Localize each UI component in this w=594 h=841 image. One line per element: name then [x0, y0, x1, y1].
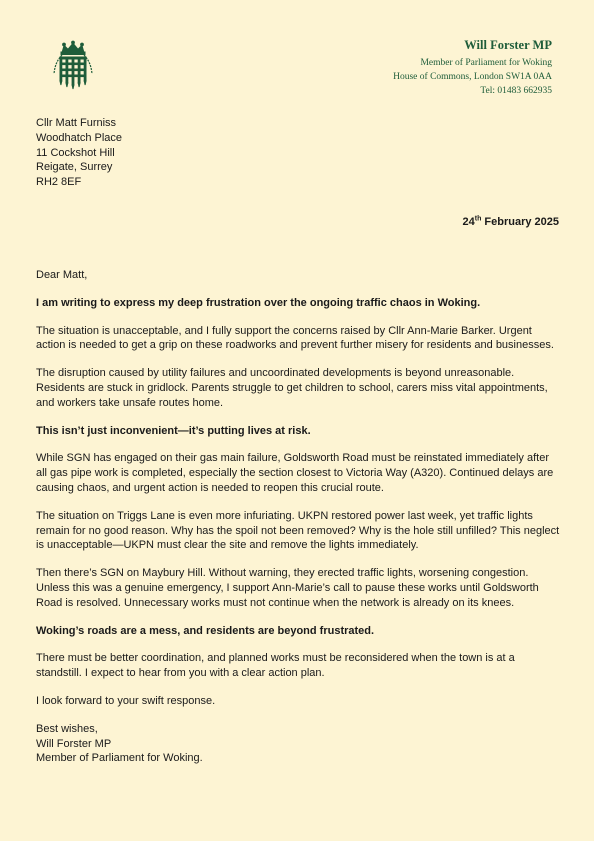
date-month-year: February 2025	[481, 216, 559, 228]
letter-date	[462, 216, 559, 228]
closing-phrase: Best wishes,	[36, 722, 98, 735]
date-suffix: th	[474, 215, 482, 223]
letter-body	[36, 268, 562, 766]
date-day: 24	[462, 216, 475, 228]
mp-name: Will Forster MP	[464, 38, 552, 52]
opening-statement: I am writing to express my deep frustration over the ongoing traffic chaos in Woking.	[36, 296, 481, 309]
mp-address: House of Commons, London SW1A 0AA	[393, 72, 552, 82]
recipient-name: Cllr Matt Furniss	[36, 117, 117, 129]
mp-telephone: Tel: 01483 662935	[480, 86, 552, 96]
paragraph-goldsworth: While SGN has engaged on their gas main failure, Goldsworth Road must be reinstated immediately after all gas pipe work is completed, especially the section closest to Victoria Way (A320). Continued delays are causing chaos, and urgent action is needed to reopen this crucial route.	[36, 452, 554, 494]
salutation: Dear Matt,	[36, 269, 88, 281]
paragraph-triggs-lane: The situation on Triggs Lane is even more infuriating. UKPN restored power last week, yet traffic lights remain for no good reason. Why has the spoil not been removed? Why is the hole still unfilled? This neglect is unacceptable—UKPN must clear the site and remove the lights immediately.	[36, 509, 560, 552]
signatory-name: Will Forster MP	[36, 737, 112, 750]
paragraph-closing: I look forward to your swift response.	[36, 694, 216, 707]
paragraph-support: The situation is unacceptable, and I fully support the concerns raised by Cllr Ann-Marie Barker. Urgent action is needed to get a grip on these roadworks and prevent further misery for residents and businesses.	[36, 324, 554, 352]
recipient-line-3: Reigate, Surrey	[36, 161, 113, 174]
paragraph-coordination: There must be better coordination, and planned works must be reconsidered when the town is at a standstill. I expect to hear from you with a clear action plan.	[36, 652, 515, 680]
signatory-title: Member of Parliament for Woking.	[36, 752, 203, 765]
paragraph-roads-mess: Woking’s roads are a mess, and residents are beyond frustrated.	[36, 624, 375, 637]
mp-role: Member of Parliament for Woking	[420, 58, 552, 68]
paragraph-risk: This isn’t just inconvenient—it’s putting lives at risk.	[36, 424, 311, 437]
recipient-line-1: Woodhatch Place	[36, 131, 123, 144]
recipient-address	[36, 116, 122, 190]
recipient-postcode: RH2 8EF	[36, 176, 82, 189]
recipient-line-2: 11 Cockshot Hill	[36, 146, 115, 159]
signoff	[36, 722, 562, 766]
paragraph-maybury-hill: Then there’s SGN on Maybury Hill. Without warning, they erected traffic lights, worsening congestion. Unless this was a genuine emergency, I support Ann-Marie’s call to pause these works until Goldsworth Road is resolved. Unnecessary works must not continue when the network is already on its knees.	[36, 567, 539, 609]
letterhead	[393, 38, 552, 98]
portcullis-crest-icon	[50, 40, 96, 90]
paragraph-disruption: The disruption caused by utility failures and uncoordinated developments is beyond unreasonable. Residents are stuck in gridlock. Parents struggle to get children to school, carers miss vital appointments, and workers take unsafe routes home.	[36, 367, 548, 409]
